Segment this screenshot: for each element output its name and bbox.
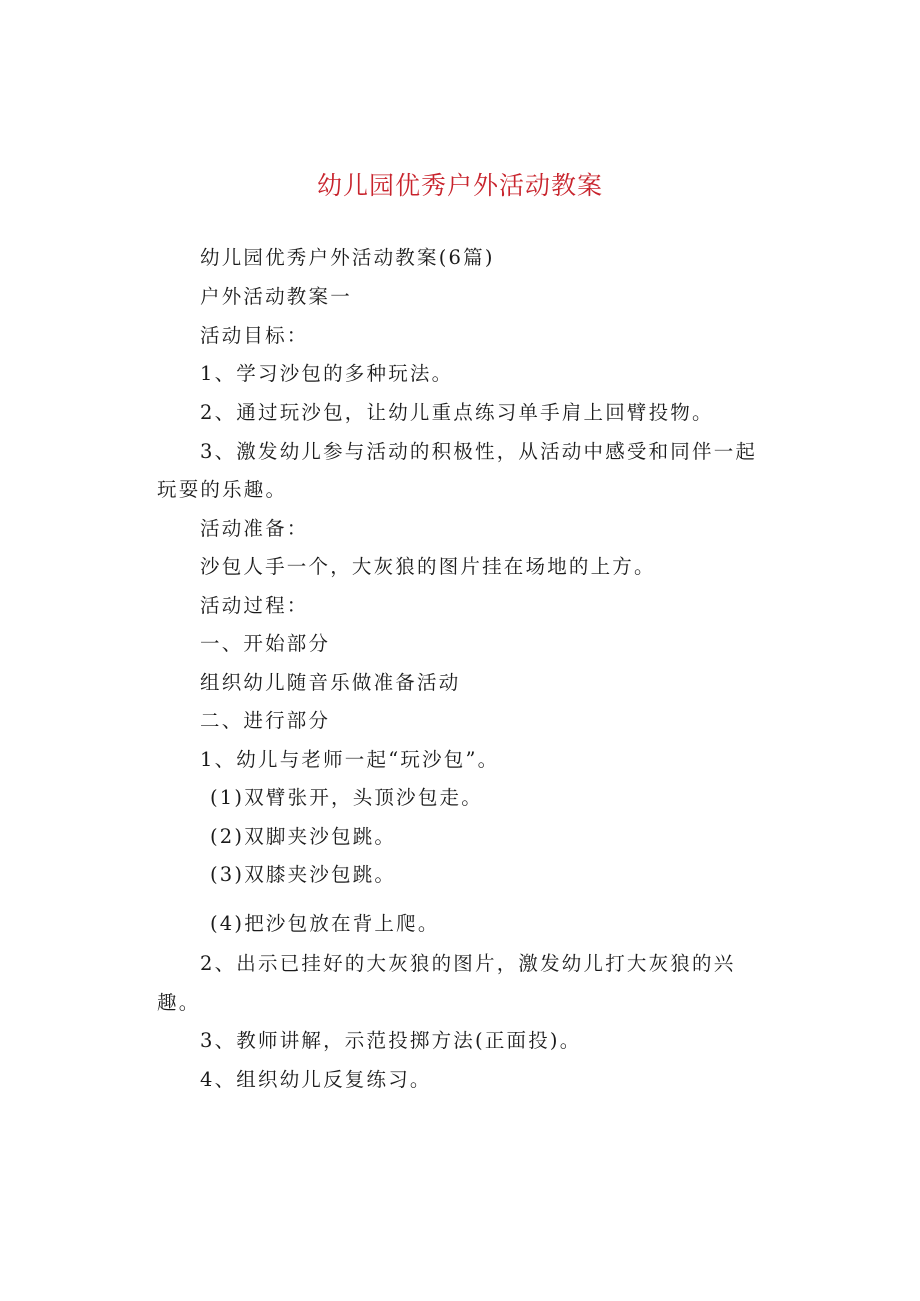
step-item: 3、教师讲解，示范投掷方法(正面投)。 [200,1029,582,1052]
step-item: 4、组织幼儿反复练习。 [200,1068,432,1091]
part-heading: 二、进行部分 [200,709,331,732]
doc-subtitle: 幼儿园优秀户外活动教案(6篇) [200,246,495,269]
step-item: 2、出示已挂好的大灰狼的图片，激发幼儿打大灰狼的兴 [200,952,736,975]
sub-step-item: (4)把沙包放在背上爬。 [210,912,440,935]
goal-item: 1、学习沙包的多种玩法。 [200,362,454,385]
sub-step-item: (1)双臂张开，头顶沙包走。 [210,786,483,809]
part-heading: 一、开始部分 [200,632,331,655]
sub-step-item: (3)双膝夹沙包跳。 [210,863,397,886]
section-heading: 户外活动教案一 [200,285,352,308]
section-label: 活动目标： [200,324,309,347]
paragraph: 组织幼儿随音乐做准备活动 [200,671,461,694]
paragraph: 沙包人手一个，大灰狼的图片挂在场地的上方。 [200,555,656,578]
step-item: 1、幼儿与老师一起“玩沙包”。 [200,748,500,771]
section-label: 活动准备： [200,517,309,540]
section-label: 活动过程： [200,594,309,617]
sub-step-item: (2)双脚夹沙包跳。 [210,825,397,848]
goal-item: 2、通过玩沙包，让幼儿重点练习单手肩上回臂投物。 [200,401,714,424]
goal-item-continuation: 玩耍的乐趣。 [157,478,288,501]
step-item-continuation: 趣。 [157,991,201,1014]
goal-item: 3、激发幼儿参与活动的积极性，从活动中感受和同伴一起 [200,440,758,463]
page-title: 幼儿园优秀户外活动教案 [316,171,603,200]
